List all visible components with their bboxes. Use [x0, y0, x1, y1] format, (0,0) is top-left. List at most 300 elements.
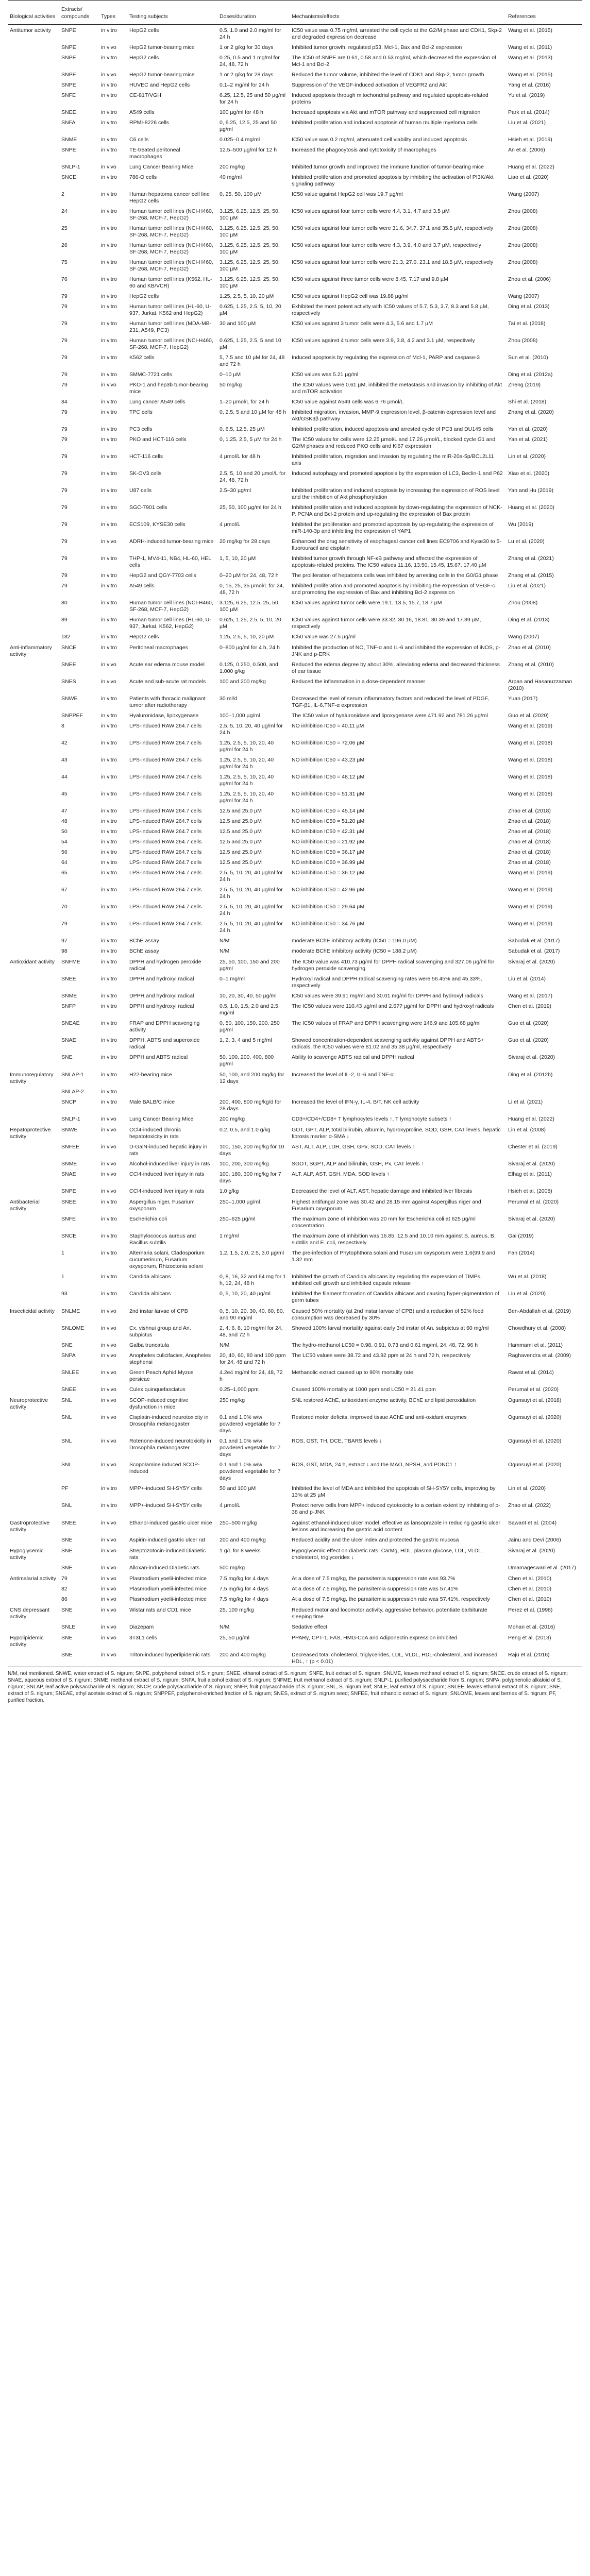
cell-reference: Li et al. (2021) [508, 1099, 543, 1105]
table-row [8, 946, 582, 956]
cell-subject: C6 cells [129, 137, 149, 143]
cell-activity [8, 519, 59, 536]
cell-compound: 182 [61, 634, 71, 640]
cell-dose: 2.5, 5, 10, 20, 40 µg/ml for 24 h [220, 723, 283, 736]
cell-compound: SNCP [61, 1099, 77, 1105]
cell-mechanism: Protect nerve cells from MPP+ induced cytotoxicity to a certain extent by inhibiting of p-38 and p-JNK [292, 1502, 500, 1515]
cell-type: in vitro [101, 1216, 117, 1222]
cell-dose: 4.2e4 mg/ml for 24, 48, 72 h [220, 1369, 283, 1382]
cell-type: in vitro [101, 92, 117, 98]
table-row [8, 659, 582, 676]
cell-reference: Zhang et al. (2020) [508, 409, 554, 415]
cell-compound: 54 [61, 839, 68, 845]
cell-reference: Wu et al. (2018) [508, 1274, 547, 1280]
cell-reference: Yan et al. (2021) [508, 436, 548, 443]
cell-type: in vitro [101, 859, 117, 866]
cell-dose: 50, 100, 200, 400, 800 µg/ml [220, 1054, 274, 1067]
cell-compound: SNLOME [61, 1325, 85, 1331]
cell-dose: 7.5 mg/kg for 4 days [220, 1575, 269, 1582]
cell-subject: LPS-induced RAW 264.7 cells [129, 849, 202, 855]
table-row [8, 1069, 582, 1087]
cell-dose: 7.5 mg/kg for 4 days [220, 1586, 269, 1592]
cell-subject: DPPH and hydrogen peroxide radical [129, 959, 201, 972]
cell-type: in vivo [101, 1397, 116, 1403]
table-row [8, 468, 582, 485]
cell-type: in vitro [101, 1099, 117, 1105]
cell-mechanism: ALT, ALP, AST, GSH, MDA, SOD levels ↑ [292, 1171, 390, 1177]
cell-type: in vivo [101, 1386, 116, 1393]
cell-subject: H22-bearing mice [129, 1072, 172, 1078]
cell-activity [8, 274, 59, 291]
cell-dose: 250–625 µg/ml [220, 1216, 256, 1222]
cell-mechanism: Reduced the tumor volume, inhibited the level of CDK1 and Skp-2, tumor growth [292, 72, 484, 78]
cell-activity [8, 1169, 59, 1186]
cell-activity [8, 162, 59, 172]
cell-dose: 30 and 100 µM [220, 320, 256, 327]
cell-mechanism: NO inhibition IC50 = 42.96 µM [292, 887, 365, 893]
cell-mechanism: SGOT, SGPT, ALP and bilirubin, GSH, Px, CAT levels ↑ [292, 1161, 424, 1167]
cell-mechanism: The pre-infection of Phytophthora solani and Fusarium oxysporum were 1.6(99.9 and 1.32 mm [292, 1250, 496, 1263]
table-row [8, 1142, 582, 1159]
cell-dose: 1 mg/ml [220, 1233, 239, 1239]
cell-type: in vitro [101, 757, 117, 763]
cell-type: in vitro [101, 1485, 117, 1492]
table-row [8, 172, 582, 189]
cell-reference: Zhang et al. (2010) [508, 662, 554, 668]
cell-activity [8, 974, 59, 991]
cell-type: in vivo [101, 1325, 116, 1331]
cell-mechanism: PPARγ, CPT-1, FAS, HMG-CoA and Adiponectin expression inhibited [292, 1635, 458, 1641]
table-row [8, 1340, 582, 1350]
table-row [8, 598, 582, 615]
cell-mechanism: Sedative effect [292, 1624, 328, 1630]
table-row [8, 1124, 582, 1142]
cell-compound: SNE [61, 1342, 73, 1348]
table-row [8, 710, 582, 721]
table-row [8, 117, 582, 134]
table-row [8, 536, 582, 553]
cell-activity [8, 172, 59, 189]
cell-activity [8, 318, 59, 335]
cell-mechanism: IC50 values against four tumor cells were 21.3, 27.0, 23.1 and 18.5 µM, respectively [292, 259, 494, 265]
cell-subject: Human tumor cell lines (NCI-H460, SF-268, MCF-7, HepG2) [129, 242, 213, 255]
cell-compound: SNE [61, 1635, 73, 1641]
cell-compound: SNCE [61, 645, 77, 651]
cell-subject: SGC-7901 cells [129, 504, 167, 511]
cell-dose: 12.5 and 25.0 µM [220, 828, 262, 835]
cell-subject: Acute and sub-acute rat models [129, 679, 206, 685]
cell-compound: SNE [61, 1054, 73, 1060]
table-row [8, 380, 582, 397]
cell-compound: 79 [61, 521, 68, 528]
cell-activity [8, 581, 59, 598]
cell-activity [8, 407, 59, 424]
cell-mechanism: IC50 values was 5.21 µg/ml [292, 371, 359, 378]
cell-compound: SNPE [61, 1188, 76, 1194]
cell-dose: 0.125, 0.250, 0.500, and 1.000 g/kg [220, 662, 278, 674]
cell-reference: Huang et al. (2020) [508, 504, 554, 511]
cell-reference: Sabudak et al. (2017) [508, 948, 560, 954]
cell-compound: 67 [61, 887, 68, 893]
cell-mechanism: Methanolic extract caused up to 90% mortality rate [292, 1369, 413, 1376]
cell-dose: 40 mg/ml [220, 174, 242, 180]
cell-type: in vitro [101, 1072, 117, 1078]
cell-type: in vitro [101, 137, 117, 143]
cell-subject: LPS-induced RAW 264.7 cells [129, 774, 202, 780]
cell-type: in vitro [101, 470, 117, 477]
cell-reference: Xiao et al. (2020) [508, 470, 549, 477]
cell-subject: Aspirin-induced gastric ulcer rat [129, 1537, 206, 1543]
table-row [8, 53, 582, 70]
cell-type: in vitro [101, 555, 117, 562]
cell-reference: Wang (2007) [508, 191, 540, 197]
cell-mechanism: Hydroxyl radical and DPPH radical scavenging rates were 56.45% and 45.33%, respectively [292, 976, 482, 989]
cell-reference: Fan (2014) [508, 1250, 535, 1256]
cell-type: in vitro [101, 225, 117, 231]
cell-subject: SMMC-7721 cells [129, 371, 172, 378]
table-row [8, 1483, 582, 1500]
cell-dose: 0, 5, 10, 20, 40 µg/ml [220, 1291, 271, 1297]
cell-activity [8, 1563, 59, 1573]
table-row [8, 1001, 582, 1018]
cell-reference: Wang et al. (2013) [508, 55, 552, 61]
cell-subject: LPS-induced RAW 264.7 cells [129, 904, 202, 910]
cell-type: in vitro [101, 276, 117, 282]
cell-activity [8, 1087, 59, 1097]
cell-dose: 250–1,000 µg/ml [220, 1199, 260, 1205]
cell-activity [8, 223, 59, 240]
cell-dose: 500 mg/kg [220, 1565, 245, 1571]
cell-activity [8, 738, 59, 755]
table-row [8, 145, 582, 162]
cell-dose: 0, 15, 25, 35 µmol/L for 24, 48, 72 h [220, 583, 284, 596]
cell-reference: Perumal et al. (2020) [508, 1386, 559, 1393]
cell-dose: 0, 25, 50, 100 µM [220, 191, 262, 197]
cell-reference: Wang et al. (2017) [508, 993, 552, 999]
cell-subject: HepG2 cells [129, 27, 159, 33]
cell-activity [8, 117, 59, 134]
cell-compound: SNE [61, 1607, 73, 1613]
cell-subject: Green Peach Aphid Myzus persicae [129, 1369, 194, 1382]
cell-mechanism: Inhibited the filament formation of Candida albicans and causing hyper-pigmentation of germ tubes [292, 1291, 499, 1303]
cell-subject: TE-treated peritoneal macrophages [129, 147, 180, 160]
cell-dose: 100–1,000 µg/ml [220, 713, 260, 719]
cell-subject: Human tumor cell lines (NCI-H460, SF-268, MCF-7, HepG2) [129, 208, 213, 221]
cell-subject: PKO and HCT-116 cells [129, 436, 187, 443]
cell-dose: 0, 1.25, 2.5, 5 µM for 24 h [220, 436, 282, 443]
cell-dose: 1.25, 2.5, 5, 10, 20, 40 µg/ml for 24 h [220, 791, 274, 804]
table-row [8, 335, 582, 352]
cell-reference: Ding et al. (2012b) [508, 1072, 553, 1078]
cell-dose: 0.625, 1.25, 2.5, 5, 10, 20 µM [220, 617, 281, 630]
cell-activity [8, 1412, 59, 1436]
cell-dose: 12.5 and 25.0 µM [220, 859, 262, 866]
cell-mechanism: SNL restored AChE, antioxidant enzyme activity, BChE and lipid peroxidation [292, 1397, 476, 1403]
cell-compound: SNL [61, 1502, 72, 1509]
cell-dose: N/M [220, 938, 230, 944]
table-row [8, 70, 582, 80]
cell-activity [8, 885, 59, 902]
cell-dose: 1–20 µmol/L for 24 h [220, 399, 269, 405]
cell-type: in vivo [101, 72, 116, 78]
cell-activity: Neuroprotective activity [10, 1397, 48, 1410]
cell-reference: Sivaraj et al. (2020) [508, 1161, 555, 1167]
cell-activity: Antitumor activity [10, 27, 51, 33]
cell-mechanism: Inhibited the production of NO, TNF-α and IL-6 and inhibited the expression of iNOS, p-JNK and p-ERK [292, 645, 501, 657]
cell-dose: 12.5 and 25.0 µM [220, 808, 262, 814]
cell-dose: 0.25, 0.5 and 1 mg/ml for 24, 48, 72 h [220, 55, 280, 67]
table-row [8, 434, 582, 451]
cell-compound: 97 [61, 938, 68, 944]
cell-activity: Anti-inflammatory activity [10, 645, 52, 657]
cell-type: in vitro [101, 293, 117, 299]
header-mechanisms: Mechanisms/effects [290, 1, 506, 25]
cell-type: in vitro [101, 887, 117, 893]
cell-activity: Antibacterial activity [10, 1199, 40, 1212]
cell-type: in vitro [101, 399, 117, 405]
cell-subject: LPS-induced RAW 264.7 cells [129, 859, 202, 866]
cell-type: in vitro [101, 109, 117, 115]
cell-reference: Zhao et al. (2018) [508, 818, 551, 824]
table-footnote: N/M, not mentioned. SNWE, water extract of S. nigrum; SNPE, polyphenol extract of S. nigrum; SNEE, ethanol extract of S. nigrum; SNFE, fruit extract of S. nigrum; SNLME, leaves methanol extract of S. nigrum; SNCE, crude extract of S. nigrum; SNAE, aqueous extract of S. nigrum; SNME, methanol extract of S. nigrum; SNFA, fruit alcohol extract of S. nigrum; SNFME, fruit methanol extract of S. nigrum; SNLP-1, purified polysaccharide from S. nigrum; SNPA, polyphenolic alkaloid of S. nigrum; SNLAP, leaf active polysaccharide of S. nigrum; SNCP, crude polysaccharide of S. nigrum; SNFP, fruit polysaccharide of S. nigrum; SNL, S. nigrum leaf; SNLE, leaf extract of S. nigrum; SNLEE, leaves ethanol extract of S. nigrum; SNE, extract of S. nigrum; SNEAE, ethyl acetate extract of S. nigrum; SNPPEF, polyphenol-enriched fraction of S. nigrum; SNES, extract of S. nigrum seed; SNFEE, fruit ethanolic extract of S. nigrum; SNLOME, leaves and berries of S. nigrum; PF, purified fraction. [8, 1671, 568, 1703]
table-row [8, 1650, 582, 1667]
cell-subject: 786-O cells [129, 174, 157, 180]
cell-subject: DPPH and hydroxyl radical [129, 976, 194, 982]
cell-compound: 98 [61, 948, 68, 954]
cell-activity [8, 1231, 59, 1248]
table-row [8, 1545, 582, 1563]
cell-activity [8, 1248, 59, 1272]
cell-compound: SNPE [61, 44, 76, 50]
cell-reference: An et al. (2006) [508, 147, 545, 153]
cell-activity [8, 1367, 59, 1384]
cell-compound: 79 [61, 921, 68, 927]
cell-dose: 3.125, 6.25, 12.5, 25, 50, 100 µM [220, 208, 280, 221]
table-row [8, 1384, 582, 1395]
cell-type: in vivo [101, 1565, 116, 1571]
cell-type: in vitro [101, 723, 117, 729]
cell-activity [8, 598, 59, 615]
cell-subject: U87 cells [129, 487, 152, 494]
cell-activity [8, 1535, 59, 1545]
cell-subject: D-GalN-induced hepatic injury in rats [129, 1144, 208, 1157]
cell-reference: Wang et al. (2015) [508, 27, 552, 33]
cell-dose: 3.125, 6.25, 12.5, 25, 50, 100 µM [220, 600, 280, 613]
cell-mechanism: The IC50 values were 0.61 µM, inhibited the metastasis and invasion by inhibiting of Akt and mTOR activation [292, 382, 502, 395]
cell-compound: SNCE [61, 174, 77, 180]
table-row [8, 1272, 582, 1289]
cell-mechanism: Inhibited proliferation and induced apoptosis of human multiple myeloma cells [292, 120, 478, 126]
cell-compound: 8 [61, 723, 64, 729]
table-row [8, 519, 582, 536]
cell-reference: Ogunsuyi et al. (2020) [508, 1438, 562, 1444]
cell-subject: LPS-induced RAW 264.7 cells [129, 887, 202, 893]
cell-reference: Wang et al. (2019) [508, 887, 552, 893]
cell-compound: SNLE [61, 1624, 76, 1630]
cell-dose [217, 1087, 290, 1097]
cell-mechanism: Caused 100% mortality at 1000 ppm and LC50 = 21.41 ppm [292, 1386, 436, 1393]
cell-reference: Park et al. (2014) [508, 109, 550, 115]
cell-mechanism: IC50 values against tumor cells were 19.1, 13.5, 15.7, 18.7 µM [292, 600, 442, 606]
cell-mechanism: IC50 value was 0.2 mg/ml, attenuated cell viability and induced apoptosis [292, 137, 467, 143]
cell-dose: 1.25, 2.5, 5, 10, 20, 40 µg/ml for 24 h [220, 740, 274, 753]
cell-type: in vitro [101, 191, 117, 197]
cell-dose: 0, 6.5, 12.5, 25 µM [220, 426, 265, 432]
table-row [8, 1231, 582, 1248]
cell-compound: SNEE [61, 109, 76, 115]
cell-subject: CCl4-induced liver injury in rats [129, 1171, 205, 1177]
cell-subject: Cx. vishnui group and An. subpictus [129, 1325, 191, 1338]
cell-subject: Lung Cancer Bearing Mice [129, 164, 194, 170]
table-row [8, 162, 582, 172]
cell-subject: SCOP-induced cognitive dysfunction in mice [129, 1397, 189, 1410]
cell-activity: Gastroprotective activity [10, 1520, 50, 1533]
cell-subject: Alloxan-induced Diabetic rats [129, 1565, 199, 1571]
cell-activity: Antioxidant activity [10, 959, 55, 965]
table-row [8, 868, 582, 885]
cell-activity [8, 1323, 59, 1340]
cell-activity [8, 1584, 59, 1594]
cell-mechanism: NO inhibition IC50 = 51.20 µM [292, 818, 365, 824]
cell-compound: 79 [61, 409, 68, 415]
cell-type: in vivo [101, 1462, 116, 1468]
cell-subject: CE-81T/VGH [129, 92, 161, 98]
cell-compound: 79 [61, 371, 68, 378]
table-body [8, 25, 582, 1667]
cell-activity [8, 693, 59, 710]
cell-dose: 100, 200, 300 mg/kg [220, 1161, 269, 1167]
cell-compound: SNE [61, 1565, 73, 1571]
table-row [8, 738, 582, 755]
cell-dose: 2.5, 5, 10, 20, 40 µg/ml for 24 h [220, 870, 283, 883]
cell-activity [8, 816, 59, 826]
table-row [8, 1097, 582, 1114]
cell-compound: SNFEE [61, 1144, 80, 1150]
cell-dose: 0.025–0.4 mg/ml [220, 137, 260, 143]
cell-mechanism: The maximum zone of inhibition was 16.85, 12.5 and 10.10 mm against S. aureus, B. subtilis and E. coli, respectively [292, 1233, 496, 1246]
cell-reference: Zhao et al. (2018) [508, 808, 551, 814]
table-row [8, 291, 582, 301]
cell-compound: SNL [61, 1414, 72, 1420]
cell-reference: Sun et al. (2010) [508, 354, 548, 361]
cell-reference: Hammami et al. (2011) [508, 1342, 563, 1348]
cell-reference: Elhag et al. (2011) [508, 1171, 552, 1177]
header-types: Types [99, 1, 127, 25]
cell-type: in vitro [101, 208, 117, 214]
cell-reference: Sivaraj et al. (2020) [508, 1216, 555, 1222]
cell-activity [8, 1436, 59, 1460]
cell-compound: SNEE [61, 662, 76, 668]
cell-activity [8, 301, 59, 318]
cell-activity [8, 710, 59, 721]
cell-mechanism: NO inhibition IC50 = 43.23 µM [292, 757, 365, 763]
cell-subject: Escherichia coli [129, 1216, 167, 1222]
cell-subject: DPPH and hydroxyl radical [129, 1003, 194, 1009]
cell-reference: Chen et al. (2019) [508, 1003, 552, 1009]
cell-dose: 25, 50 µg/ml [220, 1635, 249, 1641]
cell-subject: Human tumor cell lines (MDA-MB-231, A549, PC3) [129, 320, 212, 333]
cell-dose: 1.25, 2.5, 5, 10, 20, 40 µg/ml for 24 h [220, 757, 274, 770]
cell-activity [8, 1097, 59, 1114]
cell-type: in vitro [101, 1037, 117, 1043]
cell-activity [8, 789, 59, 806]
cell-reference: Zhao et al. (2022) [508, 1502, 551, 1509]
cell-subject: Lung Cancer Bearing Mice [129, 1116, 194, 1122]
cell-activity [8, 919, 59, 936]
cell-reference: Zhou (2008) [508, 259, 538, 265]
cell-mechanism: Ability to scavenge ABTS radical and DPPH radical [292, 1054, 414, 1060]
cell-dose: 2.5, 5, 10, 20, 40 µg/ml for 24 h [220, 887, 283, 900]
cell-activity [8, 451, 59, 468]
table-row [8, 721, 582, 738]
cell-type: in vivo [101, 679, 116, 685]
cell-mechanism: IC50 value was 0.75 mg/ml, arrested the cell cycle at the G2/M phase and CDK1, Skp-2 and degraded expression decrease [292, 27, 502, 40]
cell-subject: HCT-116 cells [129, 453, 163, 460]
cell-mechanism: Inhibited proliferation and promoted apoptosis by inhibiting the expression of VEGF-c and promoting the expression of Bax and inhibiting Bcl-2 expression [292, 583, 495, 596]
cell-compound: 79 [61, 303, 68, 310]
cell-mechanism: Inhibited the growth of Candida albicans by regulating the expression of TIMPs, inhibited cell growth and inhibited capsule release [292, 1274, 482, 1286]
cell-mechanism: NO inhibition IC50 = 42.31 µM [292, 828, 365, 835]
cell-compound: 79 [61, 470, 68, 477]
cell-reference: Liu et al. (2021) [508, 120, 546, 126]
table-page [8, 0, 582, 1704]
cell-type: in vitro [101, 320, 117, 327]
cell-compound: 50 [61, 828, 68, 835]
cell-subject: Human tumor cell lines (NCI-H460, SF-268, MCF-7, HepG2) [129, 225, 213, 238]
cell-subject: LPS-induced RAW 264.7 cells [129, 870, 202, 876]
table-row [8, 223, 582, 240]
cell-mechanism: NO inhibition IC50 = 36.17 µM [292, 849, 365, 855]
cell-compound: 79 [61, 453, 68, 460]
cell-reference: Zheng (2019) [508, 382, 541, 388]
cell-type: in vitro [101, 948, 117, 954]
cell-subject: Hyaluronidase, lipoxygenase [129, 713, 199, 719]
cell-activity [8, 1483, 59, 1500]
cell-compound: 79 [61, 504, 68, 511]
cell-activity [8, 946, 59, 956]
cell-subject: RPMI-8226 cells [129, 120, 170, 126]
table-row [8, 451, 582, 468]
cell-type: in vitro [101, 600, 117, 606]
table-row [8, 1412, 582, 1436]
cell-dose: 0.1 and 1.0% w/w powdered vegetable for 7 days [220, 1462, 281, 1481]
cell-compound: SNFME [61, 959, 80, 965]
cell-mechanism: GOT, GPT, ALP, total bilirubin, albumin, hydroxyproline, SOD, GSH, CAT levels, hepatic fibrosis marker α-SMA ↓ [292, 1127, 501, 1140]
cell-activity [8, 847, 59, 857]
cell-reference: Zhou (2008) [508, 337, 538, 344]
cell-subject: LPS-induced RAW 264.7 cells [129, 839, 202, 845]
cell-compound: SNCE [61, 1233, 77, 1239]
cell-compound: 79 [61, 487, 68, 494]
cell-subject: LPS-induced RAW 264.7 cells [129, 818, 202, 824]
cell-compound: 56 [61, 849, 68, 855]
cell-type: in vitro [101, 147, 117, 153]
cell-reference: Ben-Abdallah et al. (2019) [508, 1308, 571, 1314]
cell-mechanism: NO inhibition IC50 = 36.12 µM [292, 870, 365, 876]
cell-subject: Rotenone-induced neurotoxicity in Drosophila melanogaster [129, 1438, 211, 1451]
cell-dose: 12.5 and 25.0 µM [220, 839, 262, 845]
cell-subject: Plasmodium yoelii-infected mice [129, 1596, 207, 1602]
cell-dose: 30 ml/d [220, 696, 238, 702]
cell-compound: 65 [61, 870, 68, 876]
cell-mechanism: Decreased the level of serum inflammatory factors and reduced the level of PDGF, TGF-β1, IL-6,TNF-α expression [292, 696, 489, 708]
cell-subject: LPS-induced RAW 264.7 cells [129, 757, 202, 763]
cell-activity [8, 80, 59, 90]
cell-mechanism: Inhibited proliferation and induced apoptosis by increasing the expression of ROS level and the inhibition of Akt phosphorylation [292, 487, 500, 500]
table-row [8, 257, 582, 274]
cell-subject: Streptozotocin-induced Diabetic rats [129, 1548, 206, 1561]
table-row [8, 1350, 582, 1367]
